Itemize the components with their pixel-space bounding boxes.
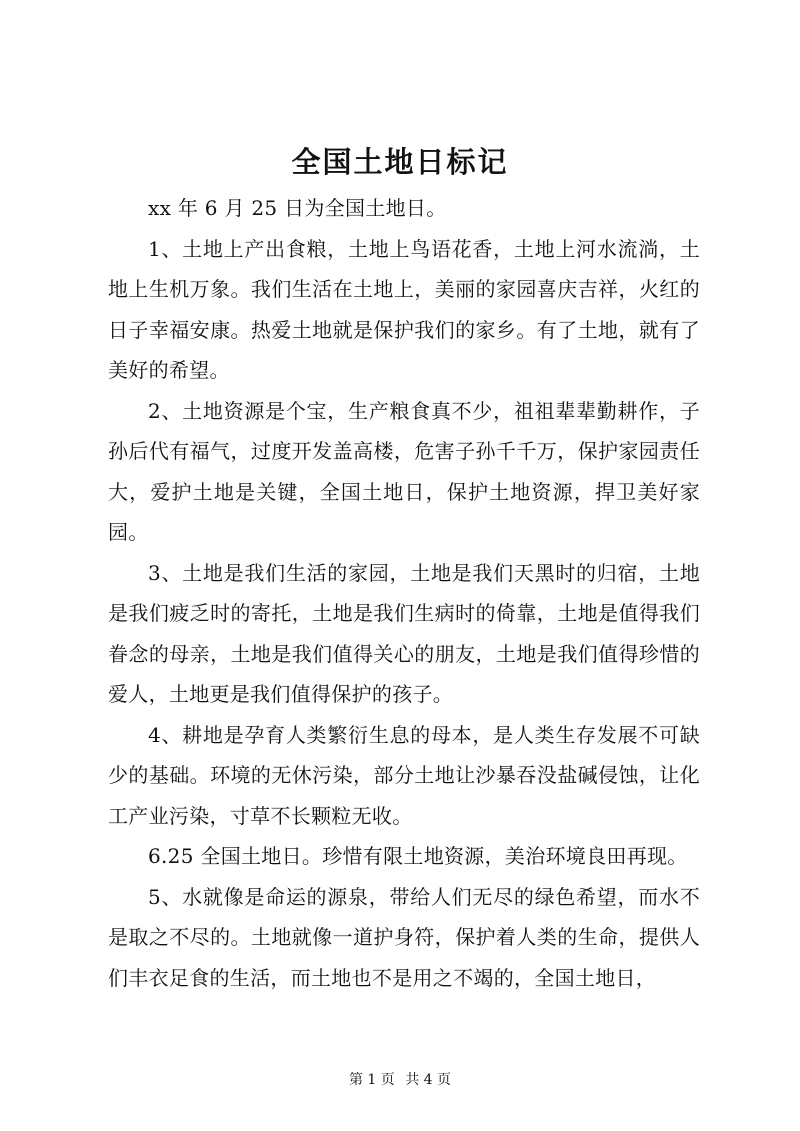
document-title: 全国土地日标记 — [291, 145, 509, 179]
page-number: 第 1 页 — [348, 1072, 395, 1088]
page-footer — [0, 1070, 800, 1090]
paragraph-slogan: 6.25 全国土地日。珍惜有限土地资源，美治环境良田再现。 — [148, 844, 688, 868]
paragraph-1: 1、土地上产出食粮，土地上鸟语花香，土地上河水流淌，土地上生机万象。我们生活在土地上，美丽的家园喜庆吉祥，火红的日子幸福安康。热爱土地就是保护我们的家乡。有了土地，就有了美好的希望。 — [108, 236, 700, 382]
page-total: 共 4 页 — [405, 1072, 452, 1088]
paragraph-3: 3、土地是我们生活的家园，土地是我们天黑时的归宿，土地是我们疲乏时的寄托，土地是我们生病时的倚靠，土地是值得我们眷念的母亲，土地是我们值得关心的朋友，土地是我们值得珍惜的爱人，土地更是我们值得保护的孩子。 — [108, 560, 700, 706]
paragraph-4: 4、耕地是孕育人类繁衍生息的母本，是人类生存发展不可缺少的基础。环境的无休污染，部分土地让沙暴吞没盐碱侵蚀，让化工产业污染，寸草不长颗粒无收。 — [108, 722, 700, 828]
paragraph-5: 5、水就像是命运的源泉，带给人们无尽的绿色希望，而水不是取之不尽的。土地就像一道护身符，保护着人类的生命，提供人们丰衣足食的生活，而土地也不是用之不竭的，全国土地日， — [108, 884, 700, 990]
paragraph-2: 2、土地资源是个宝，生产粮食真不少，祖祖辈辈勤耕作，子孙后代有福气，过度开发盖高楼，危害子孙千千万，保护家园责任大，爱护土地是关键，全国土地日，保护土地资源，捍卫美好家园。 — [108, 398, 700, 544]
paragraph-date: xx 年 6 月 25 日为全国土地日。 — [148, 196, 447, 220]
document-body — [108, 188, 700, 998]
